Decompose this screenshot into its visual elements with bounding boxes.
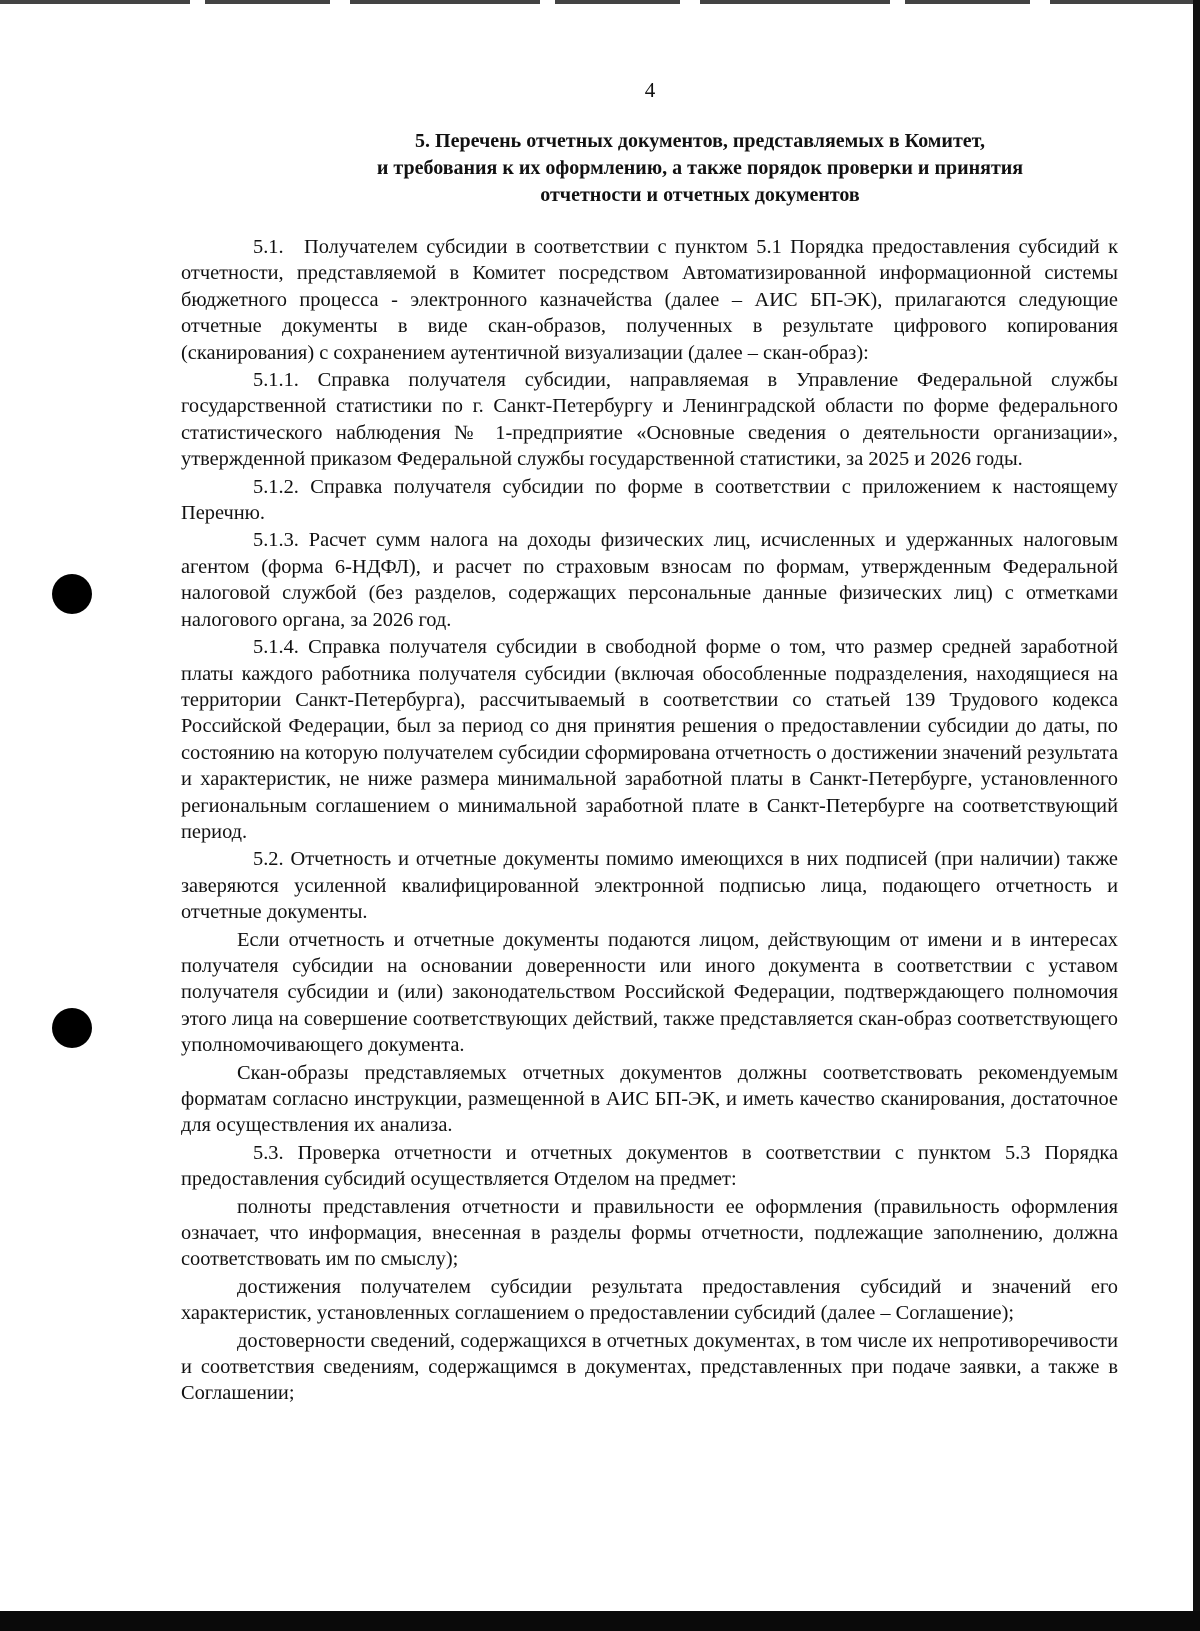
paragraph-5-1-2: 5.1.2. Справка получателя субсидии по форме в соответствии с приложением к настоящему Перечню. <box>181 475 1118 525</box>
paragraph-5-2: 5.2. Отчетность и отчетные документы помимо имеющихся в них подписей (при наличии) также заверяются усиленной квалифицированной электронной подписью лица, подающего отчетность и отчетные документы. <box>181 848 1118 924</box>
section-title-line: и требования к их оформлению, а также порядок проверки и принятия <box>376 157 1024 179</box>
paragraph-representative: Если отчетность и отчетные документы подаются лицом, действующим от имени и в интересах получателя субсидии на основании доверенности или иного документа в соответствии с уставом получателя субсидии и (или) законодательством Российской Федерации, подтверждающего полномочия этого лица на совершение соответствующих действий, также представляется скан-образ соответствующего уполномочивающего документа. <box>181 928 1118 1057</box>
section-title-line: отчетности и отчетных документов <box>540 184 860 206</box>
document-body <box>181 234 1118 1408</box>
paragraph-5-1-4: 5.1.4. Справка получателя субсидии в свободной форме о том, что размер средней заработной платы каждого работника получателя субсидии (включая обособленные подразделения, находящиеся на территории Санкт-Петербурга), рассчитываемый в соответствии со статьей 139 Трудового кодекса Российской Федерации, был за период со дня принятия решения о предоставлении субсидии до даты, по состоянию на которую получателем субсидии сформирована отчетность о достижении значений результата и характеристик, не ниже размера минимальной заработной платы в Санкт-Петербурге, установленного региональным соглашением о минимальной заработной плате в Санкт-Петербурге на соответствующий период. <box>181 636 1118 843</box>
scan-bottom-edge <box>0 1611 1200 1631</box>
scan-top-edge <box>0 0 1200 4</box>
punch-hole-top <box>52 574 92 614</box>
paragraph-completeness: полноты представления отчетности и правильности ее оформления (правильность оформления означает, что информация, внесенная в разделы формы отчетности, подлежащие заполнению, должна соответствовать им по смыслу); <box>181 1195 1118 1271</box>
paragraph-scan-formats: Скан-образы представляемых отчетных документов должны соответствовать рекомендуемым форматам согласно инструкции, размещенной в АИС БП-ЭК, и иметь качество сканирования, достаточное для осуществления их анализа. <box>181 1061 1118 1137</box>
punch-hole-bottom <box>52 1008 92 1048</box>
paragraph-achievement: достижения получателем субсидии результата предоставления субсидий и значений его характеристик, установленных соглашением о предоставлении субсидий (далее – Соглашение); <box>181 1275 1118 1325</box>
scan-right-edge <box>1193 0 1200 1631</box>
paragraph-5-1-1: 5.1.1. Справка получателя субсидии, направляемая в Управление Федеральной службы государственной статистики по г. Санкт-Петербургу и Ленинградской области по форме федерального статистического наблюдения № 1-предприятие «Основные сведения о деятельности организации», утвержденной приказом Федеральной службы государственной статистики, за 2025 и 2026 годы. <box>181 369 1118 471</box>
paragraph-5-3: 5.3. Проверка отчетности и отчетных документов в соответствии с пунктом 5.3 Порядка предоставления субсидий осуществляется Отделом на предмет: <box>181 1141 1118 1191</box>
paragraph-5-1: 5.1. Получателем субсидии в соответствии с пунктом 5.1 Порядка предоставления субсидий к отчетности, представляемой в Комитет посредством Автоматизированной информационной системы бюджетного процесса - электронного казначейства (далее – АИС БП-ЭК), прилагаются следующие отчетные документы в виде скан-образов, полученных в результате цифрового копирования (сканирования) с сохранением аутентичной визуализации (далее – скан-образ): <box>181 236 1118 364</box>
page-number: 4 <box>644 78 656 102</box>
section-title-line: 5. Перечень отчетных документов, представляемых в Комитет, <box>415 130 985 152</box>
section-title <box>300 128 1100 209</box>
paragraph-reliability: достоверности сведений, содержащихся в отчетных документах, в том числе их непротиворечивости и соответствия сведениям, содержащимся в документах, представленных при подаче заявки, а также в Соглашении; <box>181 1329 1118 1405</box>
paragraph-5-1-3: 5.1.3. Расчет сумм налога на доходы физических лиц, исчисленных и удержанных налоговым агентом (форма 6-НДФЛ), и расчет по страховым взносам по формам, утвержденным Федеральной налоговой службой (без разделов, содержащих персональные данные физических лиц) с отметками налогового органа, за 2026 год. <box>181 529 1118 631</box>
